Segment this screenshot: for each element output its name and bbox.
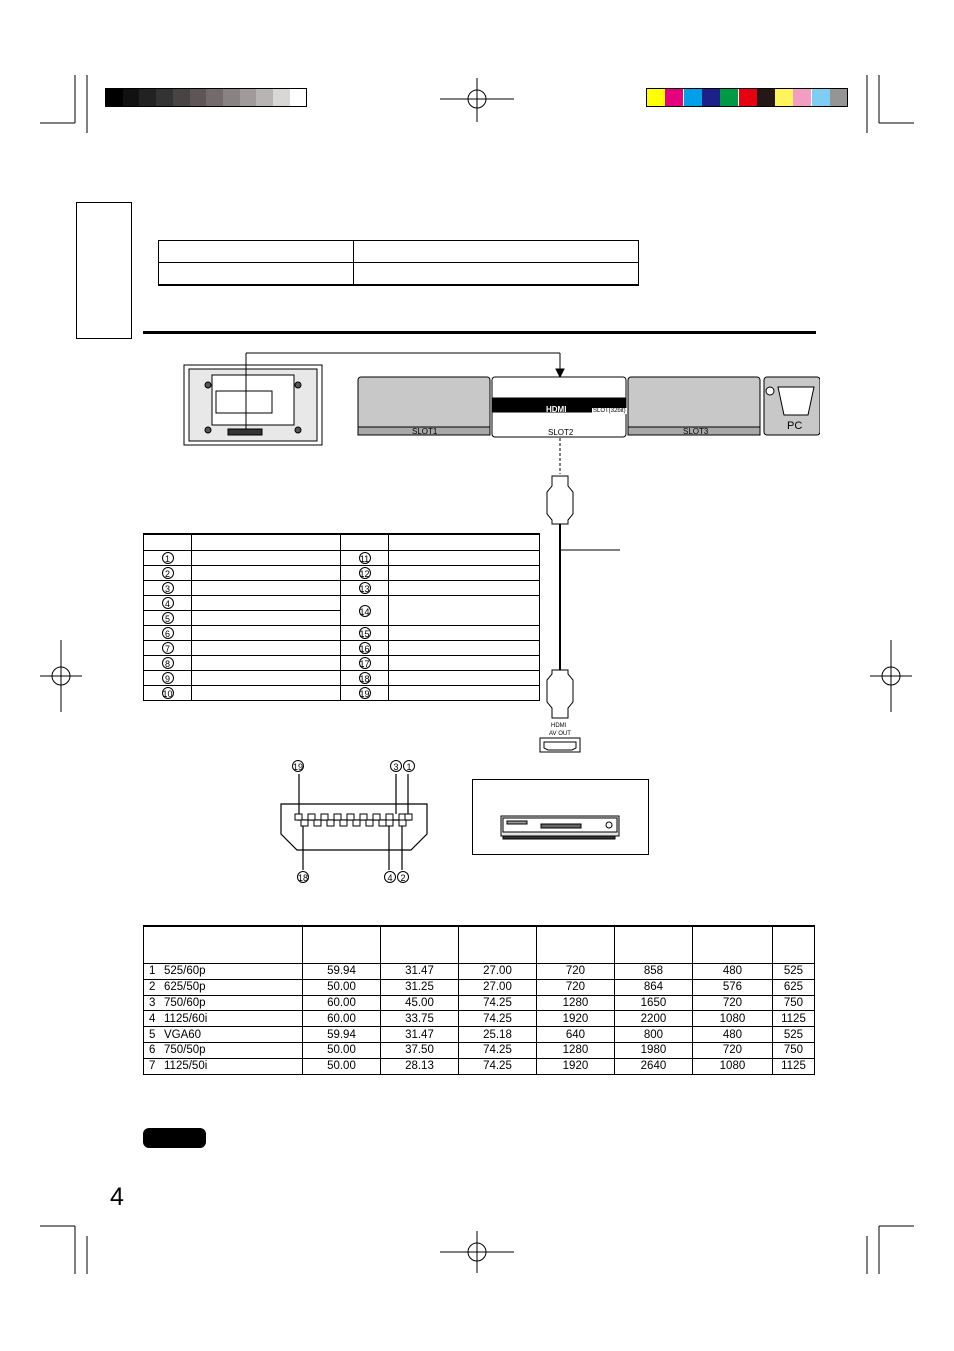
value-cell: 720 [692, 1042, 772, 1058]
signal-timing-table [143, 925, 815, 1075]
value-cell: 864 [614, 979, 692, 995]
pin-label-2: 2 [397, 871, 409, 883]
signal-name-cell: VGA60 [164, 1027, 302, 1043]
value-cell: 31.47 [380, 1027, 458, 1043]
row-index-cell: 5 [144, 1027, 165, 1043]
value-cell: 1980 [614, 1042, 692, 1058]
table-row: 7 16 [144, 641, 540, 656]
rear-panel-diagram [180, 345, 820, 470]
value-cell: 74.25 [458, 995, 536, 1011]
value-cell: 1280 [536, 1042, 614, 1058]
pc-label: PC [787, 420, 803, 432]
row-index-cell: 2 [144, 979, 165, 995]
value-cell: 750 [772, 995, 814, 1011]
value-cell: 858 [614, 964, 692, 980]
hdmi-cable-diagram [530, 438, 640, 758]
page-number: 4 [110, 1183, 124, 1211]
value-cell: 720 [536, 964, 614, 980]
value-cell: 37.50 [380, 1042, 458, 1058]
signal-name-cell: 1125/60i [164, 1011, 302, 1027]
row-index-cell: 4 [144, 1011, 165, 1027]
pin-label-4: 4 [384, 871, 396, 883]
hdmi-output-label: HDMI [551, 723, 567, 729]
table-row: 10 19 [144, 686, 540, 701]
row-index-cell: 1 [144, 964, 165, 980]
value-cell: 750 [772, 1042, 814, 1058]
table-row [144, 979, 815, 995]
value-cell: 25.18 [458, 1027, 536, 1043]
signal-name-cell: 525/60p [164, 964, 302, 980]
section-rule [143, 331, 816, 334]
value-cell: 525 [772, 964, 814, 980]
slot3-label: SLOT3 [683, 427, 709, 436]
table-row: 6 15 [144, 626, 540, 641]
registration-target-left [40, 640, 82, 712]
signal-name-cell: 750/60p [164, 995, 302, 1011]
registration-target-bottom [440, 1231, 514, 1273]
note-label-pill [143, 1128, 206, 1148]
slot1-label: SLOT1 [412, 427, 438, 436]
table-row: 1 11 [144, 551, 540, 566]
value-cell: 2200 [614, 1011, 692, 1027]
value-cell: 31.25 [380, 979, 458, 995]
table-row [144, 1011, 815, 1027]
value-cell: 525 [772, 1027, 814, 1043]
value-cell: 27.00 [458, 964, 536, 980]
row-index-cell: 7 [144, 1058, 165, 1074]
value-cell: 60.00 [302, 995, 380, 1011]
value-cell: 1125 [772, 1058, 814, 1074]
av-out-label: AV OUT [549, 731, 571, 737]
value-cell: 50.00 [302, 979, 380, 995]
table-row [144, 995, 815, 1011]
player-device-box [472, 779, 649, 855]
value-cell: 640 [536, 1027, 614, 1043]
table-row: 3 13 [144, 581, 540, 596]
table-row [144, 1027, 815, 1043]
table-row: 5 [144, 611, 540, 626]
dvd-player-icon [473, 780, 650, 856]
pin-assignment-table [143, 533, 540, 701]
value-cell: 480 [692, 964, 772, 980]
value-cell: 625 [772, 979, 814, 995]
value-cell: 74.25 [458, 1042, 536, 1058]
hdmi-pin-diagram [275, 770, 435, 880]
value-cell: 1080 [692, 1058, 772, 1074]
value-cell: 33.75 [380, 1011, 458, 1027]
value-cell: 50.00 [302, 1042, 380, 1058]
pin-label-19: 19 [293, 762, 304, 772]
signal-name-cell: 1125/50i [164, 1058, 302, 1074]
table-row: 4 14 [144, 596, 540, 611]
value-cell: 31.47 [380, 964, 458, 980]
registration-target-right [870, 640, 912, 712]
value-cell: 59.94 [302, 964, 380, 980]
value-cell: 1080 [692, 1011, 772, 1027]
hdmi-logo: HDMI [546, 405, 567, 414]
value-cell: 60.00 [302, 1011, 380, 1027]
value-cell: 45.00 [380, 995, 458, 1011]
value-cell: 74.25 [458, 1058, 536, 1074]
value-cell: 28.13 [380, 1058, 458, 1074]
row-index-cell: 3 [144, 995, 165, 1011]
signal-name-cell: 625/50p [164, 979, 302, 995]
registration-target-top [440, 78, 514, 122]
value-cell: 1650 [614, 995, 692, 1011]
value-cell: 800 [614, 1027, 692, 1043]
pin-label-18: 18 [298, 873, 309, 883]
pin-label-3: 3 [390, 760, 402, 772]
value-cell: 720 [692, 995, 772, 1011]
value-cell: 74.25 [458, 1011, 536, 1027]
value-cell: 27.00 [458, 979, 536, 995]
table-row: 2 12 [144, 566, 540, 581]
value-cell: 59.94 [302, 1027, 380, 1043]
table-row [144, 964, 815, 980]
table-row [144, 1058, 815, 1074]
table-row: 8 17 [144, 656, 540, 671]
row-index-cell: 6 [144, 1042, 165, 1058]
value-cell: 2640 [614, 1058, 692, 1074]
value-cell: 480 [692, 1027, 772, 1043]
pin-label-1: 1 [403, 760, 415, 772]
value-cell: 1920 [536, 1011, 614, 1027]
value-cell: 576 [692, 979, 772, 995]
table-row: 9 18 [144, 671, 540, 686]
terminal-spec-table [158, 240, 639, 286]
slot2-badge: SLOT(32bit) [593, 408, 626, 414]
slot2-label: SLOT2 [548, 428, 574, 437]
table-row [144, 1042, 815, 1058]
value-cell: 1920 [536, 1058, 614, 1074]
value-cell: 1280 [536, 995, 614, 1011]
section-tab-box [76, 202, 132, 339]
value-cell: 1125 [772, 1011, 814, 1027]
signal-name-cell: 750/50p [164, 1042, 302, 1058]
value-cell: 720 [536, 979, 614, 995]
value-cell: 50.00 [302, 1058, 380, 1074]
